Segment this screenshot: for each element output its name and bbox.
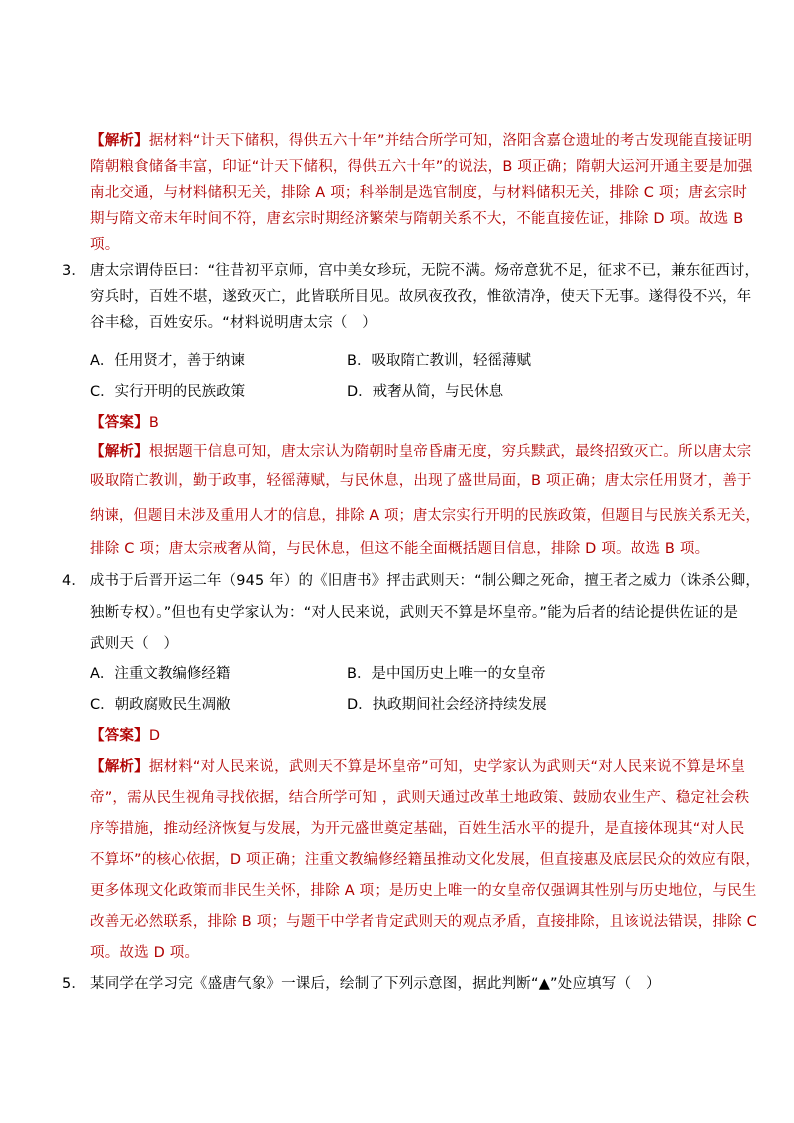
q3-analysis-tag: 【解析】 <box>90 444 149 460</box>
q4-option-a: A．注重文教编修经籍 <box>90 666 231 682</box>
q3-option-b: B．吸取隋亡教训，轻徭薄赋 <box>347 353 531 369</box>
q5-stem: 5． 某同学在学习完《盛唐气象》一课后，绘制了下列示意图，据此判断“▲”处应填写（ ） <box>62 973 661 995</box>
q3-analysis-line-3: 纳谏，但题目未涉及重用人才的信息，排除 A 项；唐太宗实行开明的民族政策，但题目与民族关系无关， <box>90 508 760 524</box>
q2-analysis-line-2: 隋朝粮食储备丰富，印证“计天下储积，得供五六十年”的说法，B 项正确；隋朝大运河开通主要是加强 <box>90 159 753 175</box>
q3-number: 3． <box>62 263 87 279</box>
q3-stem-line-1: 3． 唐太宗谓侍臣曰：“往昔初平京师，宫中美女珍玩，无院不满。炀帝意犹不足，征求不已，兼东征西讨， <box>62 260 759 282</box>
q4-analysis-line-3: 序等措施，推动经济恢复与发展，为开元盛世奠定基础，百姓生活水平的提升，是直接体现其“对人民 <box>90 821 745 837</box>
q3-answer <box>90 412 159 434</box>
q4-answer <box>90 725 160 747</box>
q4-answer-value: D <box>148 728 161 744</box>
q3-option-c: C．实行开明的民族政策 <box>90 384 246 400</box>
q4-analysis-line-4: 不算坏”的核心依据，D 项正确；注重文教编修经籍虽推动文化发展，但直接惠及底层民众的效应有限， <box>90 852 761 868</box>
q2-analysis-tag: 【解析】 <box>90 133 149 149</box>
q4-stem-line-1: 4． 成书于后晋开运二年（945 年）的《旧唐书》抨击武则天：“制公卿之死命，擅王者之威力（诛杀公卿， <box>62 570 760 592</box>
q4-option-d: D．执政期间社会经济持续发展 <box>347 697 547 713</box>
q4-stem-line-3: 武则天（ ） <box>90 636 179 652</box>
q4-number: 4． <box>62 573 87 589</box>
q3-option-d: D．戒奢从简，与民休息 <box>347 384 504 400</box>
q3-analysis-line-4: 排除 C 项；唐太宗戒奢从简，与民休息，但这不能全面概括题目信息，排除 D 项。故选 B 项。 <box>90 541 710 557</box>
q4-answer-tag: 【答案】 <box>90 728 149 744</box>
q3-option-a: A．任用贤才，善于纳谏 <box>90 353 245 369</box>
q3-analysis-line-2: 吸取隋亡教训，勤于政事，轻徭薄赋，与民休息，出现了盛世局面，B 项正确；唐太宗任用贤才，善于 <box>90 473 752 489</box>
q3-answer-value: B <box>148 415 159 431</box>
q3-analysis-line-1: 【解析】根据题干信息可知，唐太宗认为隋朝时皇帝昏庸无度，穷兵黩武，最终招致灭亡。所以唐太宗 <box>90 444 752 460</box>
q4-analysis-line-7: 项。故选 D 项。 <box>90 945 200 961</box>
q2-analysis-line-3: 南北交通，与材料储积无关，排除 A 项；科举制是选官制度，与材料储积无关，排除 C 项；唐玄宗时 <box>90 185 748 201</box>
q2-analysis-line-1: 【解析】据材料“计天下储积，得供五六十年”并结合所学可知，洛阳含嘉仓遗址的考古发现能直接证明 <box>90 133 753 149</box>
q4-analysis-line-2: 帝”，需从民生视角寻找依据，结合所学可知 ，武则天通过改革土地政策、鼓励农业生产、稳定社会秩 <box>90 790 750 806</box>
q4-analysis-tag: 【解析】 <box>90 759 149 775</box>
q3-stem-line-2: 穷兵时，百姓不堪，遂致灭亡，此皆联所目见。故夙夜孜孜，惟欲清净，使天下无事。遂得役不兴，年 <box>90 289 752 305</box>
q3-answer-tag: 【答案】 <box>90 415 149 431</box>
q2-analysis-line-4: 期与隋文帝末年时间不符，唐玄宗时期经济繁荣与隋朝关系不大，不能直接佐证，排除 D 项。故选 B <box>90 211 744 227</box>
q4-analysis-line-6: 改善无必然联系，排除 B 项；与题干中学者肯定武则天的观点矛盾，直接排除，且该说法错误，排除 C <box>90 914 757 930</box>
q3-stem-line-3: 谷丰稔，百姓安乐。“材料说明唐太宗（ ） <box>90 315 378 331</box>
q4-option-c: C．朝政腐败民生凋敝 <box>90 697 231 713</box>
q4-option-b: B．是中国历史上唯一的女皇帝 <box>347 666 546 682</box>
q4-analysis-line-1: 【解析】据材料“对人民来说，武则天不算是坏皇帝”可知，史学家认为武则天“对人民来说不算是坏皇 <box>90 759 746 775</box>
q4-stem-line-2: 独断专权）。”但也有史学家认为：“对人民来说，武则天不算是坏皇帝。”能为后者的结论提供佐证的是 <box>90 605 739 621</box>
q4-analysis-line-5: 更多体现文化政策而非民生关怀，排除 A 项；是历史上唯一的女皇帝仅强调其性别与历史地位，与民生 <box>90 883 757 899</box>
q2-analysis-line-5: 项。 <box>90 237 120 253</box>
q5-number: 5． <box>62 976 87 992</box>
